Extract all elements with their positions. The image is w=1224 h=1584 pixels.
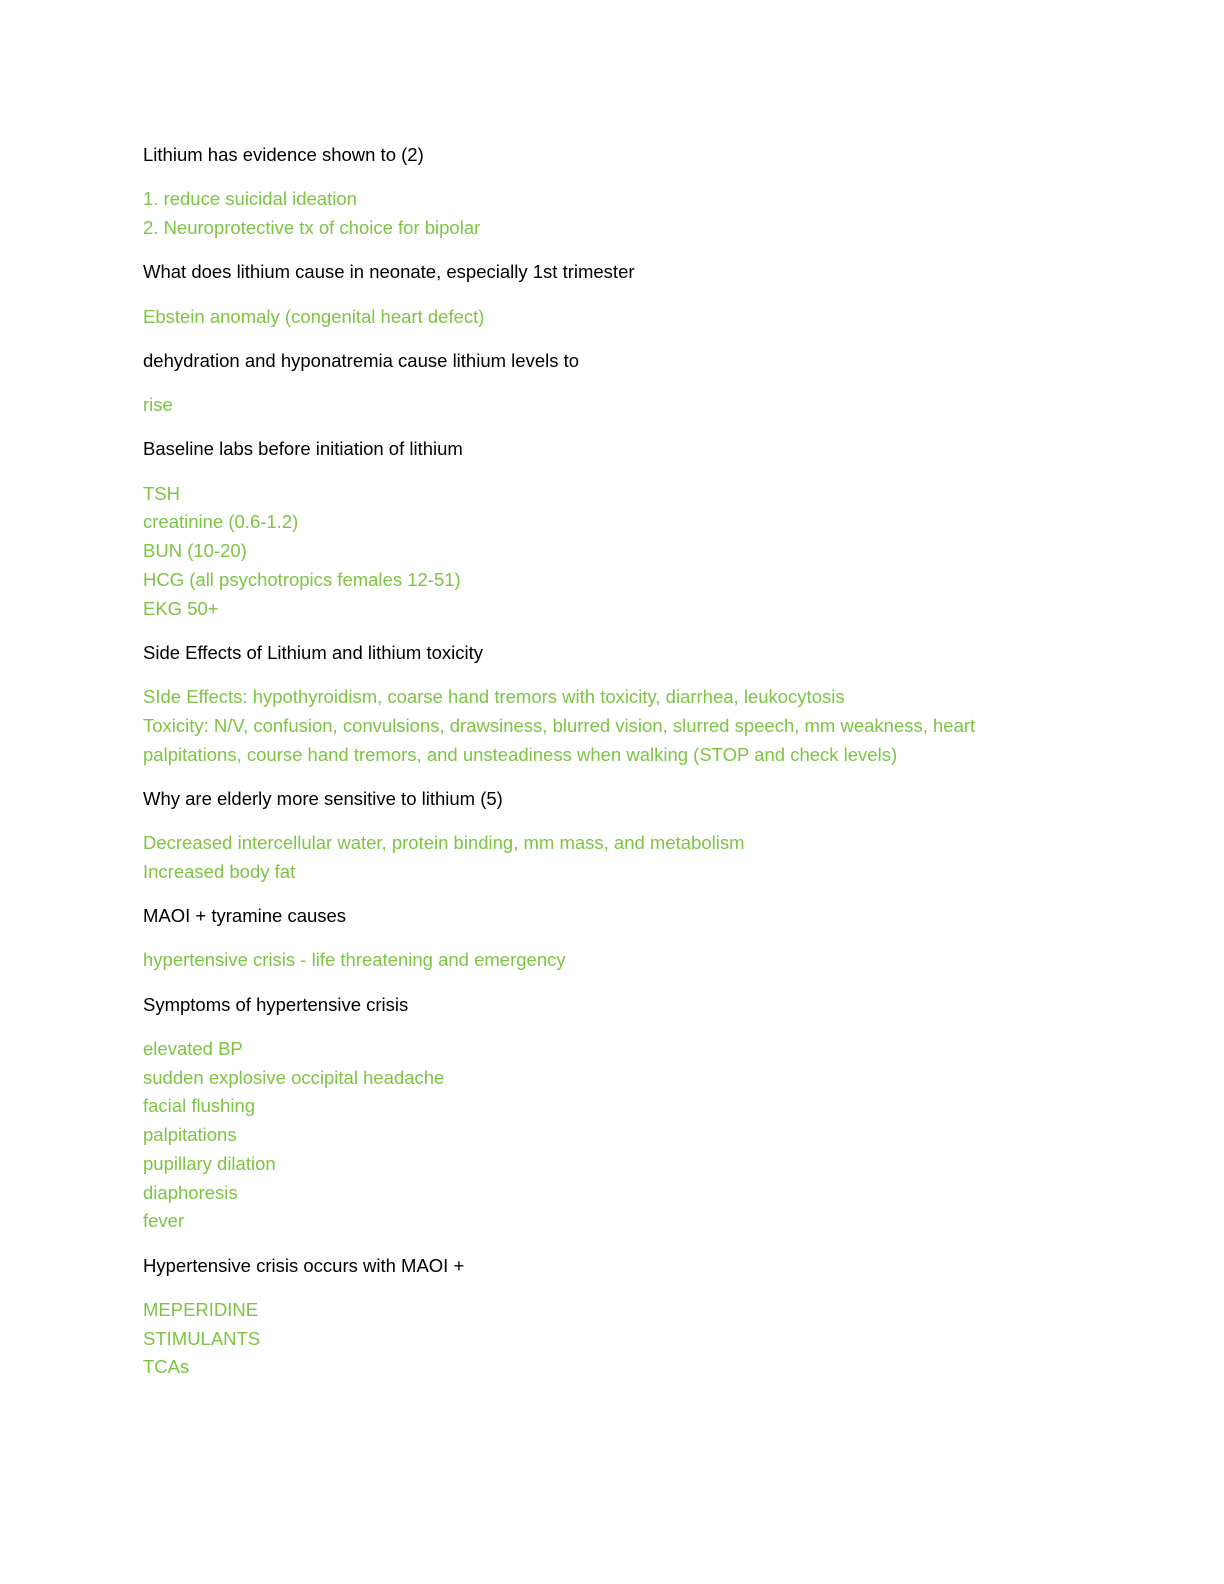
answer-line: TSH bbox=[143, 482, 180, 504]
answer-line: Ebstein anomaly (congenital heart defect) bbox=[143, 305, 485, 327]
answer-line: 1. reduce suicidal ideation bbox=[143, 188, 357, 210]
answer-line: elevated BP bbox=[143, 1038, 243, 1060]
answer-line: hypertensive crisis - life threatening and emergency bbox=[143, 949, 566, 971]
answer-text bbox=[143, 391, 1073, 420]
answer-line: Decreased intercellular water, protein binding, mm mass, and metabolism bbox=[143, 832, 745, 854]
answer-line: creatinine (0.6-1.2) bbox=[143, 511, 299, 533]
question-text: MAOI + tyramine causes bbox=[143, 905, 347, 927]
answer-line: STIMULANTS bbox=[143, 1327, 261, 1349]
answer-line: rise bbox=[143, 394, 173, 416]
question-text: Hypertensive crisis occurs with MAOI + bbox=[143, 1254, 465, 1276]
answer-line: TCAs bbox=[143, 1356, 190, 1378]
answer-line: BUN (10-20) bbox=[143, 540, 247, 562]
answer-text bbox=[143, 683, 1073, 769]
answer-text bbox=[143, 829, 1073, 886]
question-text: Side Effects of Lithium and lithium toxicity bbox=[143, 641, 484, 663]
answer-line: diaphoresis bbox=[143, 1181, 238, 1203]
answer-text bbox=[143, 1035, 1073, 1236]
question-text: dehydration and hyponatremia cause lithium levels to bbox=[143, 349, 580, 371]
question-text: Lithium has evidence shown to (2) bbox=[143, 144, 424, 165]
answer-line: Increased body fat bbox=[143, 860, 296, 882]
answer-text bbox=[143, 1296, 1073, 1382]
question-text: Why are elderly more sensitive to lithium (5) bbox=[143, 787, 503, 809]
answer-line: palpitations bbox=[143, 1124, 237, 1146]
answer-text bbox=[143, 480, 1073, 624]
answer-line: EKG 50+ bbox=[143, 597, 219, 619]
answer-line: facial flushing bbox=[143, 1095, 256, 1117]
answer-line: sudden explosive occipital headache bbox=[143, 1066, 445, 1088]
answer-text bbox=[143, 303, 1073, 332]
answer-text bbox=[143, 185, 1073, 242]
answer-line: pupillary dilation bbox=[143, 1152, 276, 1174]
document-page bbox=[143, 141, 1073, 1398]
answer-line: fever bbox=[143, 1210, 185, 1232]
answer-line: SIde Effects: hypothyroidism, coarse hand tremors with toxicity, diarrhea, leukocytosis bbox=[143, 686, 845, 708]
answer-line: Toxicity: N/V, confusion, convulsions, drawsiness, blurred vision, slurred speech, mm weakness, heart palpitations, course hand tremors, and unsteadiness when walking (STOP and check levels) bbox=[143, 714, 976, 765]
question-text: Symptoms of hypertensive crisis bbox=[143, 993, 409, 1015]
answer-text bbox=[143, 946, 1073, 975]
answer-line: 2. Neuroprotective tx of choice for bipolar bbox=[143, 217, 481, 238]
answer-line: HCG (all psychotropics females 12-51) bbox=[143, 568, 461, 590]
question-text: Baseline labs before initiation of lithium bbox=[143, 438, 463, 460]
question-text: What does lithium cause in neonate, especially 1st trimester bbox=[143, 261, 635, 283]
answer-line: MEPERIDINE bbox=[143, 1298, 259, 1320]
